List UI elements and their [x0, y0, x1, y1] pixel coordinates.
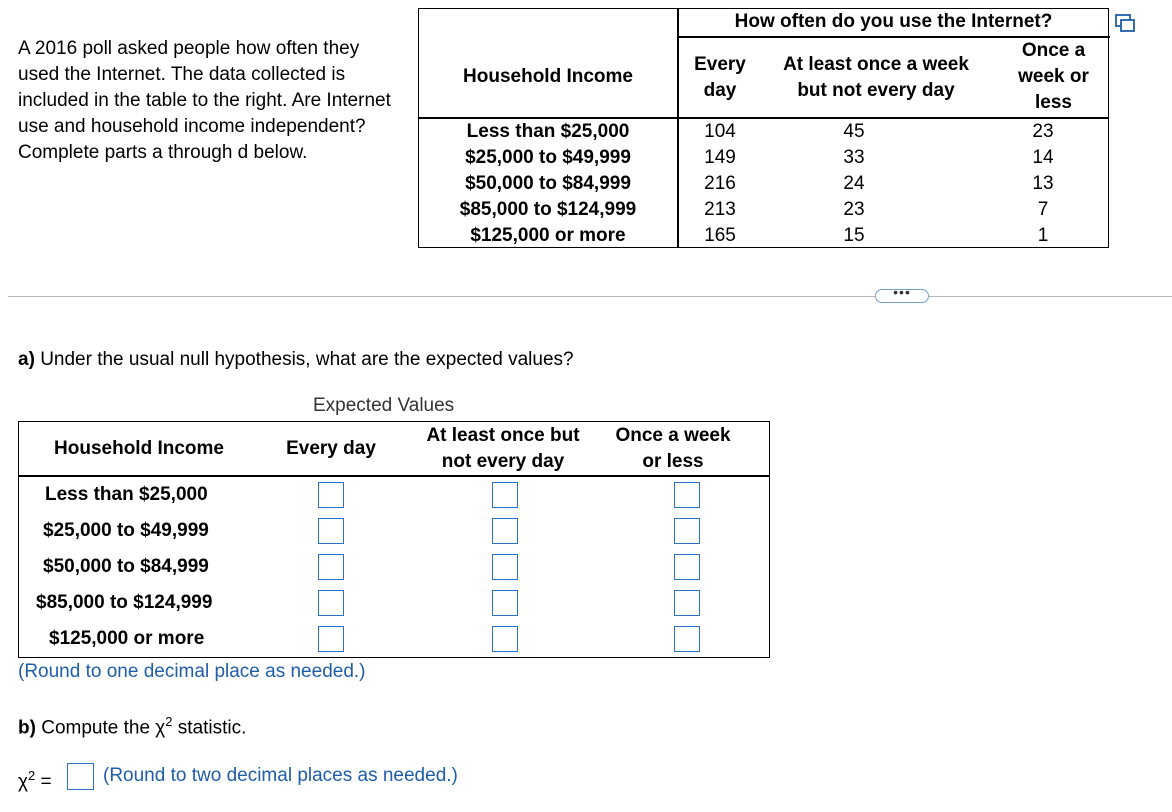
expected-input[interactable] — [318, 518, 344, 544]
copy-icon[interactable] — [1114, 12, 1136, 34]
part-b-question: b) Compute the $\chi^2$ statistic. — [18, 714, 247, 739]
expected-input[interactable] — [674, 482, 700, 508]
col-every-day: Every day — [694, 54, 746, 101]
chi-square-answer-row: $\chi^2$ = — [18, 768, 52, 793]
expected-input[interactable] — [674, 590, 700, 616]
col-less: Once a week or less — [1018, 40, 1089, 113]
expected-input[interactable] — [674, 554, 700, 580]
expected-input[interactable] — [492, 590, 518, 616]
ev-row-label: $50,000 to $84,999 — [43, 556, 209, 577]
chi-symbol: χ — [155, 717, 166, 739]
ev-row-label: $125,000 or more — [49, 628, 205, 649]
col-weekly: At least once a week but not every day — [783, 54, 969, 101]
round-note-a: (Round to one decimal place as needed.) — [18, 661, 366, 682]
ev-header-income: Household Income — [54, 438, 224, 459]
ev-header-weekly: At least once but not every day — [426, 425, 580, 472]
section-divider — [8, 296, 1172, 297]
expand-more-button[interactable]: ••• — [875, 289, 929, 303]
ev-row-label: $25,000 to $49,999 — [43, 520, 209, 541]
problem-intro: A 2016 poll asked people how often they used the Internet. The data collected is included in the table to the right. Are Internet use and household income independent? Complete parts a through d below. — [18, 38, 391, 163]
row-header: Household Income — [463, 66, 633, 87]
expected-input[interactable] — [492, 518, 518, 544]
round-note-b: (Round to two decimal places as needed.) — [103, 765, 458, 786]
expected-input[interactable] — [492, 626, 518, 652]
internet-use-table: How often do you use the Internet? Household Income Every day At least once a week but not every day Once a week or less Less than $25,000 104 45 23 $25,000 to $49,999 149 33 14 $50,000 to $84,999 216 24 13 $85,000 to $124,999 213 23 7 $125,000 or more 165 15 1 — [418, 8, 1109, 248]
expected-input[interactable] — [492, 482, 518, 508]
ev-row-label: $85,000 to $124,999 — [36, 592, 213, 613]
expected-values-caption: Expected Values — [313, 395, 455, 416]
super-header: How often do you use the Internet? — [734, 11, 1053, 32]
part-a-question: a) Under the usual null hypothesis, what are the expected values? — [18, 349, 574, 370]
expected-input[interactable] — [318, 482, 344, 508]
chi-square-input[interactable] — [67, 763, 94, 790]
expected-input[interactable] — [674, 518, 700, 544]
expected-input[interactable] — [492, 554, 518, 580]
ev-header-less: Once a week or less — [615, 425, 731, 472]
expected-values-table — [18, 421, 770, 658]
ev-row-label: Less than $25,000 — [45, 484, 208, 505]
expected-input[interactable] — [318, 554, 344, 580]
expected-input[interactable] — [674, 626, 700, 652]
expected-input[interactable] — [318, 626, 344, 652]
expected-input[interactable] — [318, 590, 344, 616]
ev-header-every-day: Every day — [286, 438, 376, 459]
